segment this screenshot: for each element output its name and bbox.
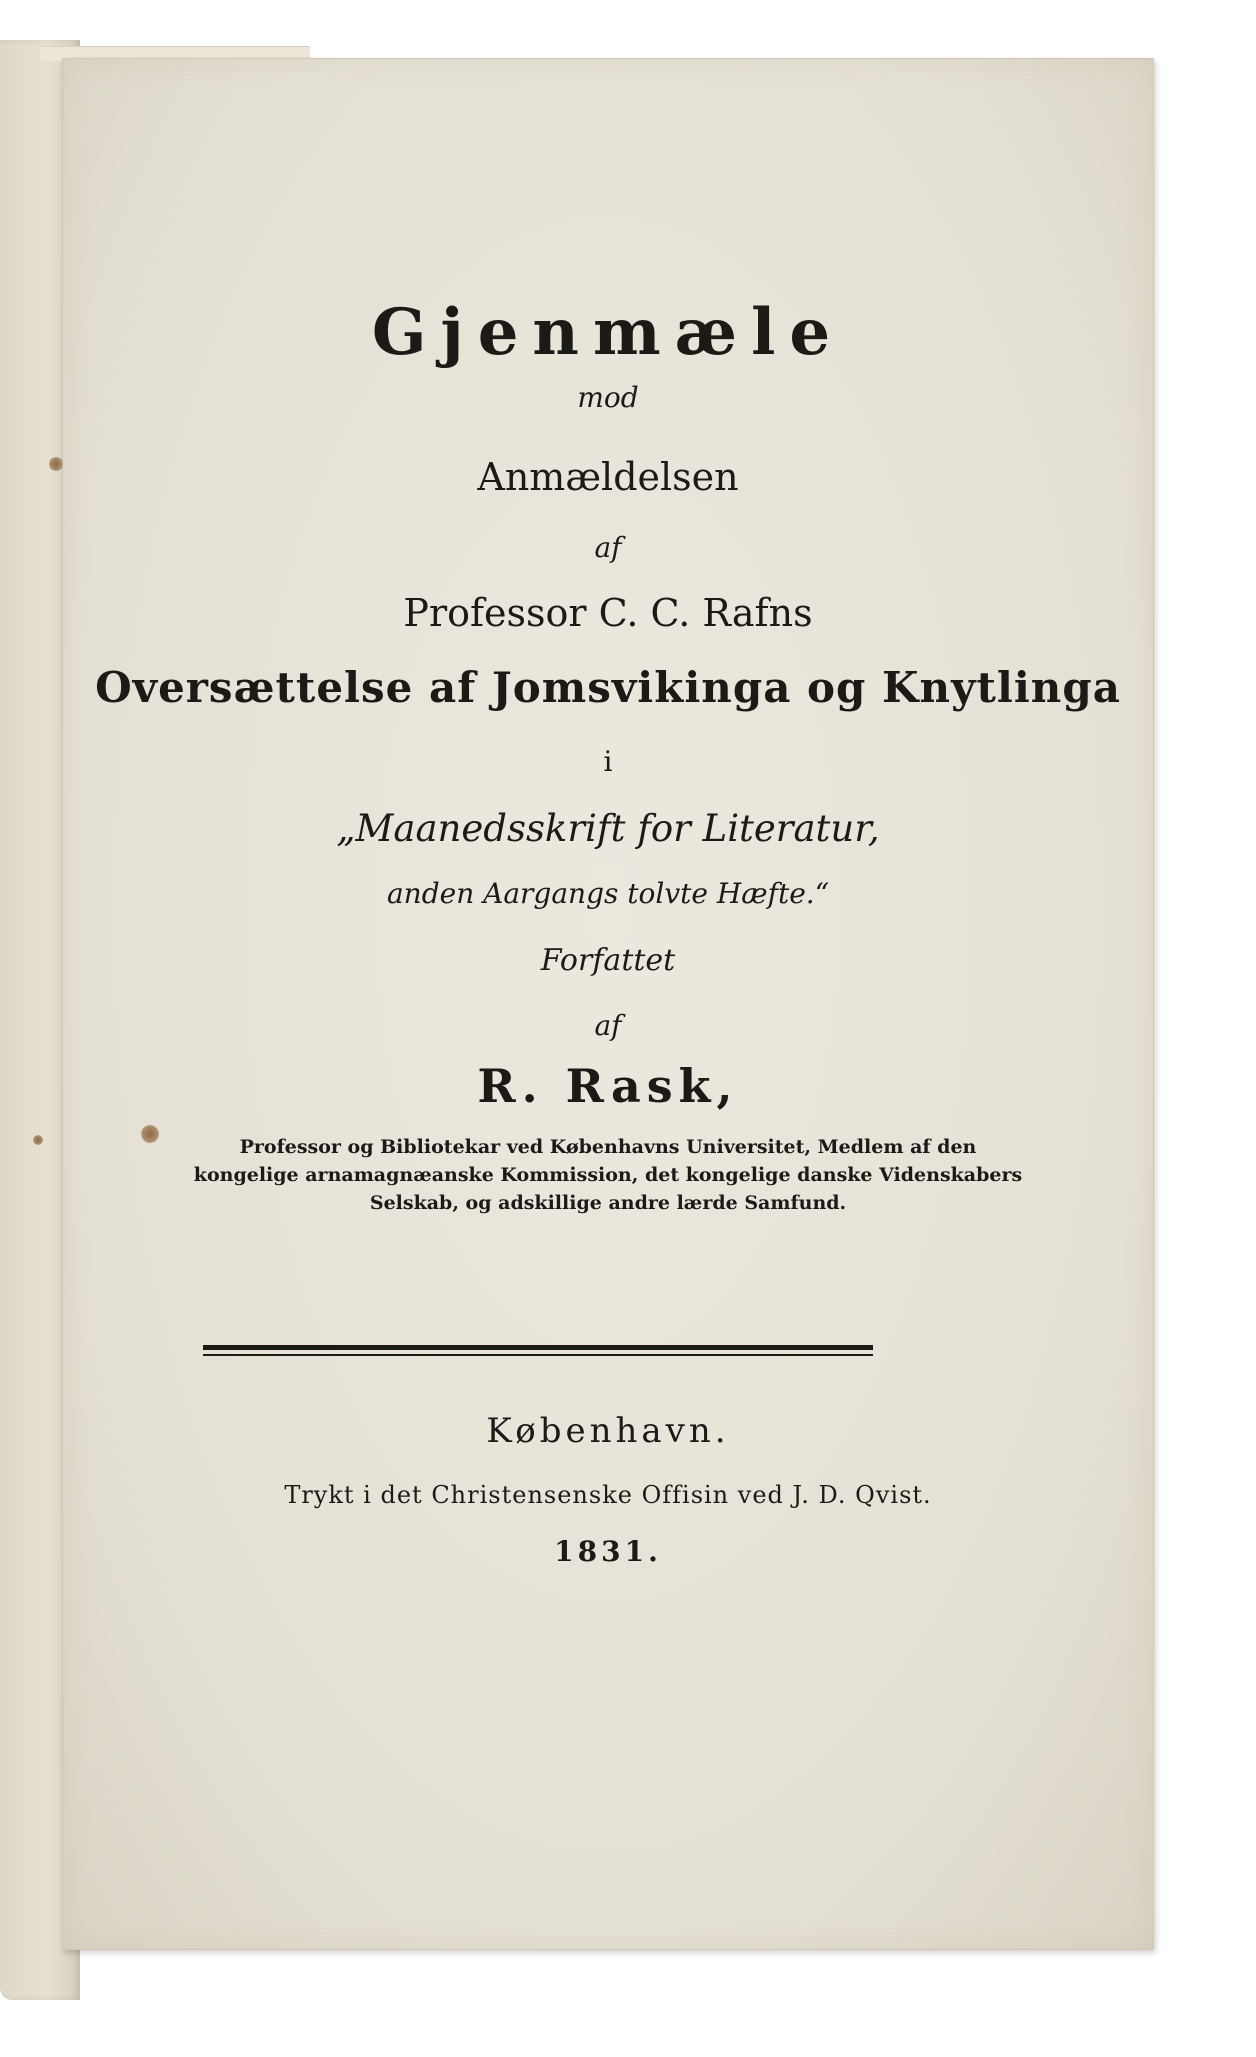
publication-year: 1831. <box>554 1535 662 1568</box>
divider-rule <box>203 1345 873 1350</box>
divider-rule-thin <box>203 1354 873 1356</box>
line-mod: mod <box>577 381 639 414</box>
foxing-spot <box>49 457 63 471</box>
line-forfattet: Forfattet <box>540 943 676 978</box>
line-anmaeldelsen: Anmældelsen <box>477 455 739 499</box>
line-i: i <box>603 745 613 778</box>
place-of-publication: København. <box>486 1411 730 1451</box>
line-af-1: af <box>594 531 622 564</box>
line-professor: Professor C. C. Rafns <box>403 591 813 635</box>
line-aargang: anden Aargangs tolvte Hæfte.“ <box>386 877 830 910</box>
book-title: Gjenmæle <box>371 295 845 370</box>
author-credits: Professor og Bibliotekar ved Københavns Universitet, Medlem af den kongelige arnamagnæanske Kommission, det kongelige danske Videnskabers Selskab, og adskillige andre lærde Samfund. <box>193 1136 1023 1214</box>
line-oversaettelse: Oversættelse af Jomsvikinga og Knytlinga <box>95 663 1121 712</box>
printer-line: Trykt i det Christensenske Offisin ved J. D. Qvist. <box>284 1481 932 1509</box>
title-page <box>62 58 1154 1950</box>
line-af-2: af <box>594 1009 622 1042</box>
foxing-spot <box>33 1135 43 1145</box>
author-name: R. Rask, <box>477 1059 739 1113</box>
line-maanedsskrift: „Maanedsskrift for Literatur, <box>336 807 880 850</box>
